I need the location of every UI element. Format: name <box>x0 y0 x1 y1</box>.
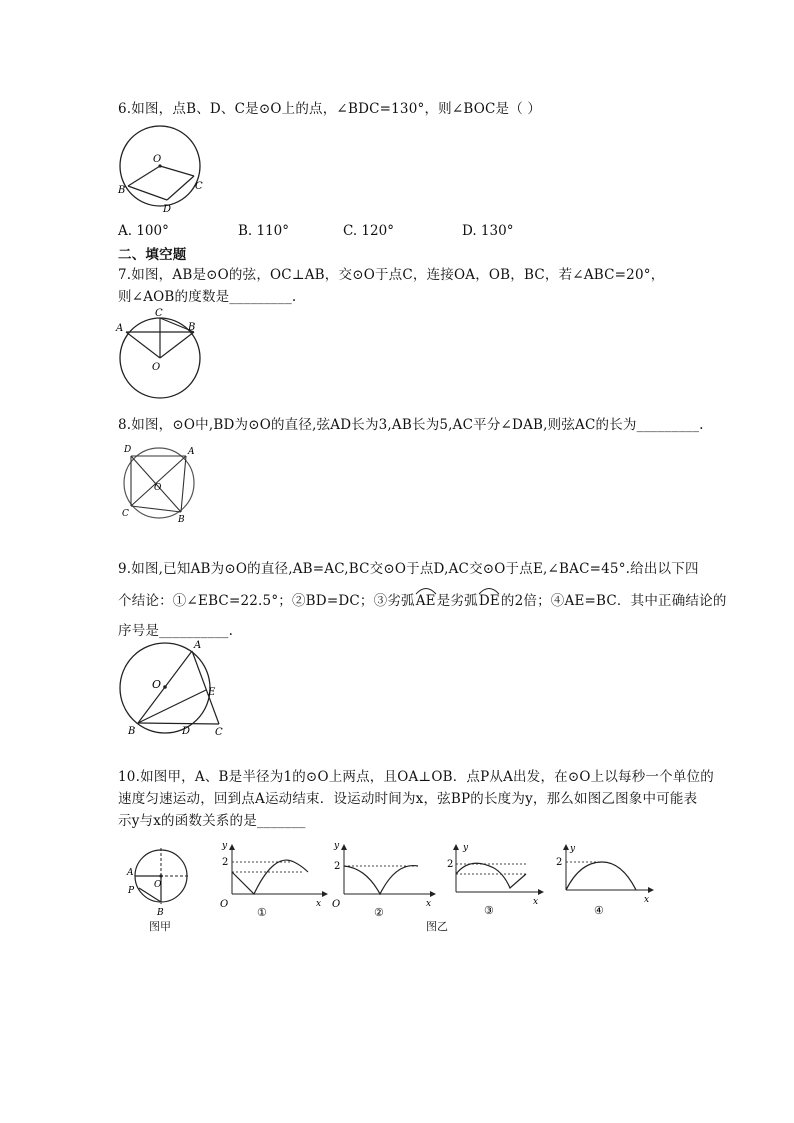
q10-graph-3 <box>440 842 548 918</box>
graph4-label: ④ <box>594 904 604 917</box>
q7-label-a: A <box>116 323 124 334</box>
q9-arc-ae: AE <box>415 593 437 609</box>
q9-line2-part-b: 是劣弧 <box>436 593 478 609</box>
jia-label-b: B <box>157 908 164 918</box>
graph3-label: ③ <box>484 904 494 917</box>
q9-circle-figure <box>112 638 240 738</box>
q10-figure-jia <box>124 840 196 920</box>
q9-label-e: E <box>208 687 216 698</box>
jia-label-a: A <box>127 868 134 878</box>
q6-option-b: B. 110° <box>238 223 290 239</box>
graph1-tick-2: 2 <box>222 857 229 868</box>
graph4-tick-2: 2 <box>556 857 563 868</box>
q10-graph-1 <box>212 842 328 918</box>
graph1-y-label: y <box>222 842 228 851</box>
q9-line1: 9.如图,已知AB为⊙O的直径,AB=AC,BC交⊙O于点D,AC交⊙O于点E,∠BAC=45°.给出以下四 <box>118 561 699 577</box>
q8-label-d: D <box>124 445 132 455</box>
graph1-x-label: x <box>316 899 322 909</box>
q9-label-d: D <box>182 726 191 737</box>
q8-label-c: C <box>122 509 129 519</box>
q6-label-d: D <box>163 204 172 215</box>
q7-label-c: C <box>155 308 163 319</box>
q8-label-a: A <box>188 447 195 457</box>
q6-label-o: O <box>153 154 162 165</box>
graph2-label: ② <box>374 906 384 918</box>
q7-circle-figure <box>112 306 208 402</box>
q9-label-c: C <box>215 727 223 738</box>
q7-line2: 则∠AOB的度数是_________. <box>118 289 297 305</box>
q9-line2 <box>118 589 727 609</box>
q9-label-o: O <box>152 678 162 691</box>
q10-graph-2 <box>326 842 438 918</box>
q8-circle-figure <box>116 440 202 526</box>
graph2-x-label: x <box>426 899 432 909</box>
q7-line1: 7.如图，AB是⊙O的弦，OC⊥AB，交⊙O于点C，连接OA，OB，BC，若∠ABC=20°， <box>118 267 665 283</box>
graph2-y-label: y <box>334 842 340 851</box>
caption-jia: 图甲 <box>149 920 171 933</box>
graph4-y-label: y <box>570 844 576 854</box>
q6-circle-figure <box>112 118 208 216</box>
jia-label-o: O <box>154 880 162 890</box>
graph2-origin: O <box>332 899 341 910</box>
q7-label-o: O <box>152 362 161 373</box>
q9-line2-part-a: 个结论：①∠EBC=22.5°；②BD=DC；③劣弧 <box>118 593 415 609</box>
q7-label-b: B <box>188 322 196 333</box>
q6-text: 6.如图，点B、D、C是⊙O上的点，∠BDC=130°，则∠BOC是（ ） <box>118 101 542 117</box>
q6-option-a: A. 100° <box>118 223 169 239</box>
q9-line2-part-c: 的2倍；④AE=BC．其中正确结论的 <box>500 593 727 609</box>
q6-label-c: C <box>195 181 203 192</box>
section-title: 二、填空题 <box>118 247 187 263</box>
q8-text: 8.如图，⊙O中,BD为⊙O的直径,弦AD长为3,AB长为5,AC平分∠DAB,则弦AC的长为_________. <box>118 417 704 433</box>
q10-graph-4 <box>550 842 658 918</box>
q10-line2: 速度匀速运动，回到点A运动结束．设运动时间为x，弦BP的长度为y，那么如图乙图象中可能表 <box>118 791 698 807</box>
q9-label-b: B <box>128 726 136 737</box>
q10-line1: 10.如图甲，A、B是半径为1的⊙O上两点，且OA⊥OB．点P从A出发，在⊙O上以每秒一个单位的 <box>118 769 714 785</box>
q8-label-o: O <box>154 483 162 493</box>
graph4-x-label: x <box>644 895 650 905</box>
q10-line3: 示y与x的函数关系的是_______ <box>118 813 306 829</box>
jia-label-p: P <box>128 886 135 896</box>
caption-yi: 图乙 <box>426 920 448 933</box>
q9-arc-de: DE <box>478 593 501 609</box>
q6-label-b: B <box>118 185 126 196</box>
q6-option-c: C. 120° <box>343 223 394 239</box>
graph1-label: ① <box>257 906 267 918</box>
q8-label-b: B <box>178 515 185 525</box>
graph3-x-label: x <box>533 897 539 907</box>
q6-option-d: D. 130° <box>462 223 514 239</box>
q9-label-a: A <box>194 640 202 651</box>
graph3-y-label: y <box>463 843 469 853</box>
graph2-tick-2: 2 <box>334 861 341 872</box>
graph3-tick-2: 2 <box>447 859 454 870</box>
q9-line3: 序号是__________. <box>118 623 234 639</box>
graph1-origin: O <box>220 899 229 910</box>
